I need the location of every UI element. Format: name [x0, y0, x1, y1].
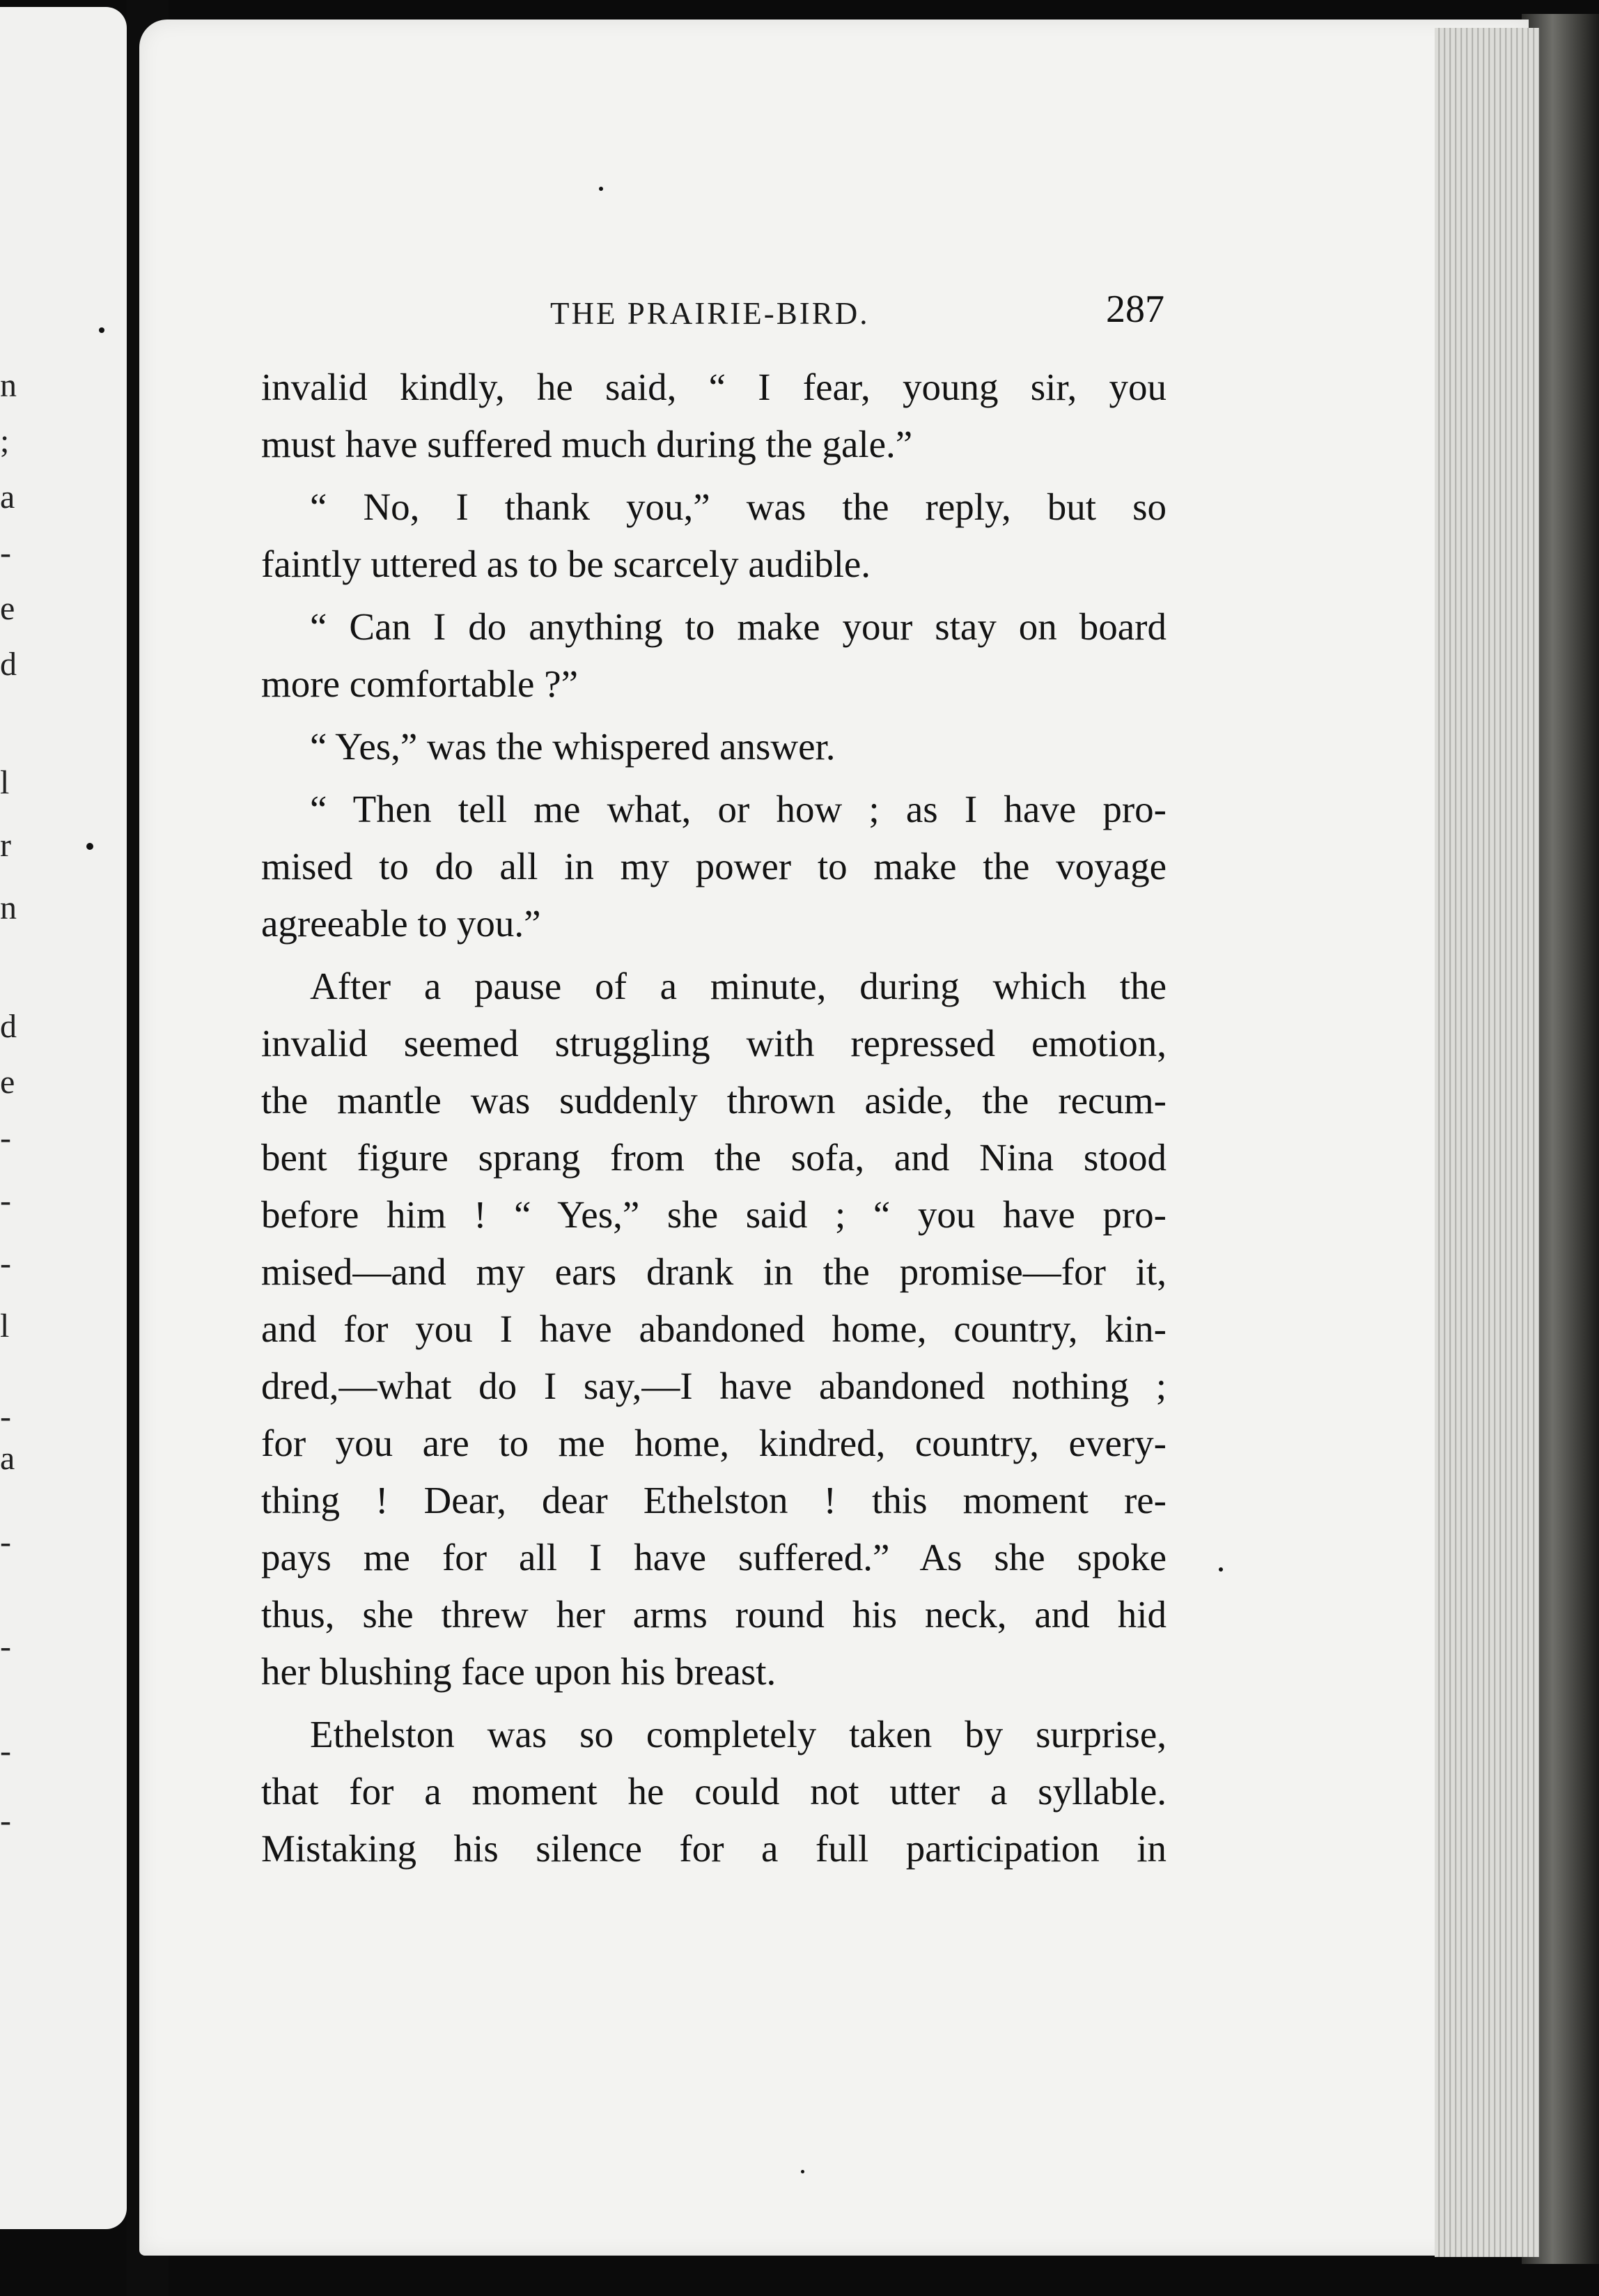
- text-line: invalid kindly, he said, “ I fear, young sir, you: [261, 366, 1167, 408]
- body-text: [261, 359, 1167, 1877]
- text-line: for you are to me home, kindred, country, every-: [261, 1422, 1167, 1464]
- text-line: faintly uttered as to be scarcely audible.: [261, 543, 871, 585]
- paragraph-gap: [261, 775, 1167, 781]
- text-line: bent figure sprang from the sofa, and Nina stood: [261, 1136, 1167, 1179]
- facing-page-text-fragment: -: [0, 1119, 11, 1156]
- text-line: her blushing face upon his breast.: [261, 1650, 777, 1693]
- text-line: Ethelston was so completely taken by surprise,: [310, 1713, 1167, 1755]
- running-head: [279, 287, 1164, 343]
- text-line: the mantle was suddenly thrown aside, the recum-: [261, 1079, 1167, 1122]
- facing-page-text-fragment: l: [0, 1308, 10, 1344]
- text-line: mised—and my ears drank in the promise—for it,: [261, 1250, 1167, 1293]
- text-line: that for a moment he could not utter a syllable.: [261, 1770, 1167, 1813]
- page-number: 287: [1106, 288, 1164, 331]
- facing-page-text-fragment: r: [0, 827, 11, 864]
- ink-speck: [801, 2170, 804, 2173]
- facing-page-text-fragment: e: [0, 1064, 15, 1101]
- running-head-title: THE PRAIRIE-BIRD.: [550, 296, 870, 331]
- facing-page-text-fragment: -: [0, 1182, 11, 1219]
- text-line: more comfortable ?”: [261, 662, 579, 705]
- text-line: pays me for all I have suffered.” As she spoke: [261, 1536, 1167, 1578]
- text-line: invalid seemed struggling with repressed emotion,: [261, 1022, 1167, 1064]
- paragraph-gap: [261, 473, 1167, 479]
- facing-page-text-fragment: a: [0, 479, 15, 515]
- facing-page-text-fragment: -: [0, 1523, 11, 1560]
- text-line: mised to do all in my power to make the voyage: [261, 845, 1167, 887]
- text-line: Mistaking his silence for a full participation in: [261, 1827, 1167, 1870]
- page-block-edges: [1435, 28, 1539, 2257]
- text-line: must have suffered much during the gale.”: [261, 423, 913, 465]
- facing-page-text-fragment: ;: [0, 423, 10, 460]
- facing-page-text-fragment: n: [0, 367, 17, 404]
- ink-speck: [599, 187, 603, 191]
- ink-speck: [86, 843, 93, 850]
- text-line: After a pause of a minute, during which the: [310, 965, 1167, 1007]
- paragraph-gap: [261, 1700, 1167, 1706]
- facing-page-text-fragment: -: [0, 1628, 11, 1665]
- text-line: “ Then tell me what, or how ; as I have pro-: [310, 788, 1167, 830]
- facing-page-text-fragment: d: [0, 646, 17, 683]
- text-line: thus, she threw her arms round his neck, and hid: [261, 1593, 1167, 1636]
- text-line: “ No, I thank you,” was the reply, but so: [310, 486, 1167, 528]
- text-line: “ Yes,” was the whispered answer.: [310, 725, 836, 768]
- text-line: before him ! “ Yes,” she said ; “ you have pro-: [261, 1193, 1167, 1236]
- facing-page-text-fragment: -: [0, 1802, 11, 1839]
- text-line: agreeable to you.”: [261, 902, 541, 945]
- paragraph-gap: [261, 593, 1167, 598]
- facing-page-text-fragment: e: [0, 590, 15, 627]
- facing-page-text-fragment: -: [0, 1398, 11, 1435]
- facing-page-text-fragment: d: [0, 1008, 17, 1045]
- facing-page-text-fragment: -: [0, 1732, 11, 1769]
- facing-page-edge: [0, 7, 127, 2229]
- facing-page-text-fragment: -: [0, 1245, 11, 1282]
- text-line: dred,—what do I say,—I have abandoned nothing ;: [261, 1365, 1167, 1407]
- text-line: thing ! Dear, dear Ethelston ! this moment re-: [261, 1479, 1167, 1521]
- ink-speck: [99, 327, 104, 333]
- facing-page-text-fragment: -: [0, 534, 11, 571]
- facing-page-text-fragment: n: [0, 890, 17, 926]
- facing-page-text-fragment: a: [0, 1440, 15, 1477]
- ink-speck: [1219, 1567, 1223, 1572]
- facing-page-text-fragment: l: [0, 764, 10, 801]
- text-line: “ Can I do anything to make your stay on board: [310, 605, 1167, 648]
- paragraph-gap: [261, 713, 1167, 718]
- paragraph-gap: [261, 952, 1167, 958]
- text-line: and for you I have abandoned home, country, kin-: [261, 1308, 1167, 1350]
